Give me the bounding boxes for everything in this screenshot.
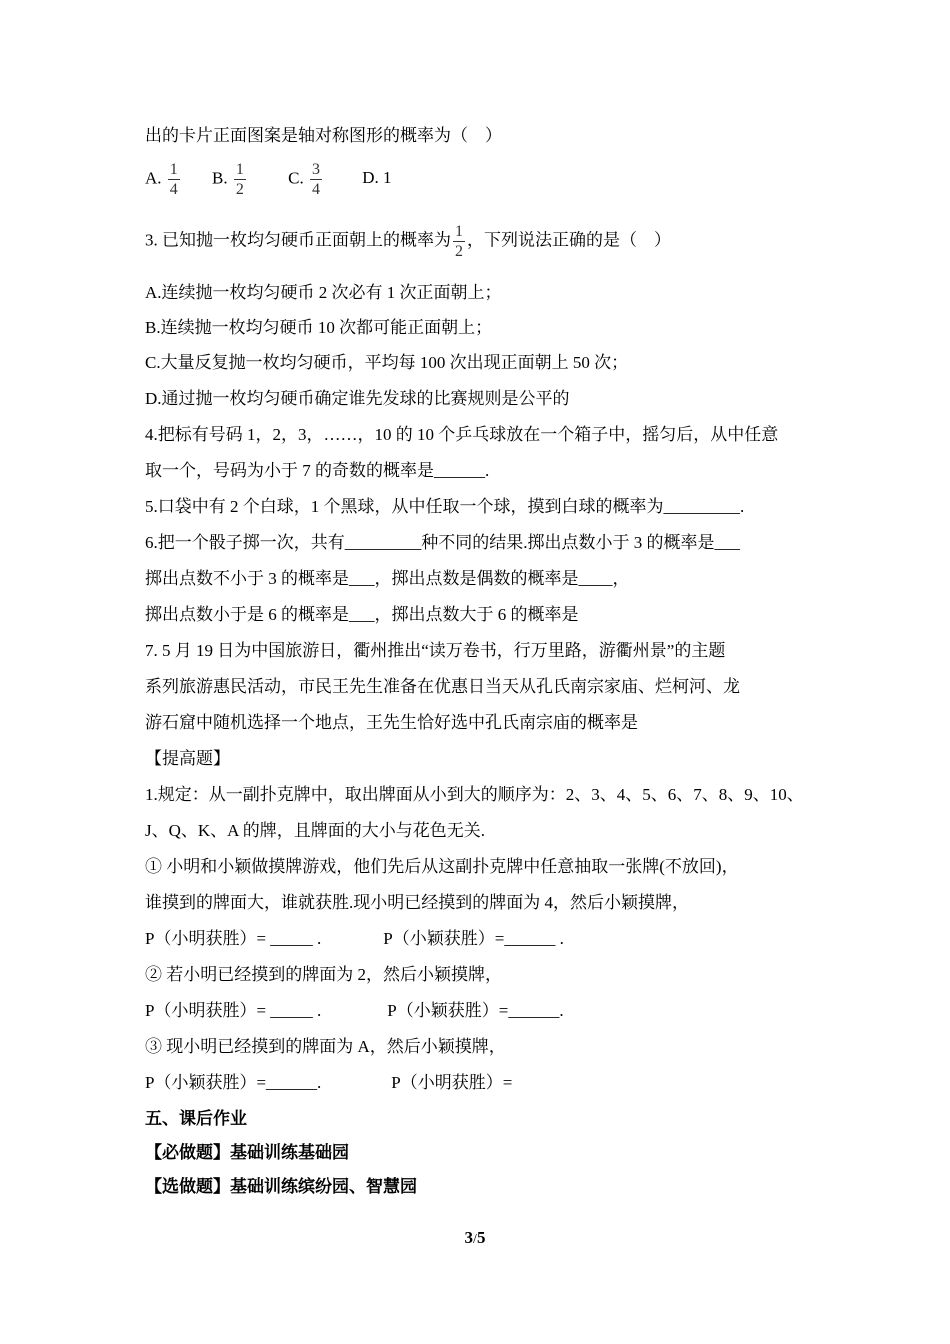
page-number: 3/5 (464, 1228, 486, 1247)
question-3-option-a: A.连续抛一枚均匀硬币 2 次必有 1 次正面朝上； (145, 283, 502, 302)
question-3-option-c: C.大量反复抛一枚均匀硬币，平均每 100 次出现正面朝上 50 次； (145, 353, 629, 372)
option-d: D. 1 (362, 168, 392, 188)
question-6-line-1: 6.把一个骰子掷一次，共有_________种不同的结果.掷出点数小于 3 的概率是___ (145, 533, 740, 552)
p-xiaoying-win-1: P（小颖获胜）=______ . (383, 929, 564, 948)
p-xiaoming-win-2: P（小明获胜）= _____ . (145, 1001, 322, 1020)
p-xiaoying-win-2: P（小颖获胜）=______. (387, 1001, 564, 1020)
option-b: B. $\frac{1}{2}$ (212, 161, 244, 198)
question-3-option-b: B.连续抛一枚均匀硬币 10 次都可能正面朝上； (145, 318, 493, 337)
probability-row-3 (145, 1072, 512, 1094)
question-7-line-2: 系列旅游惠民活动，市民王先生准备在优惠日当天从孔氏南宗家庙、烂柯河、龙 (145, 677, 740, 696)
advanced-1-part-3: ③ 现小明已经摸到的牌面为 A，然后小颖摸牌， (145, 1037, 506, 1056)
question-7-line-1: 7. 5 月 19 日为中国旅游日，衢州推出“读万卷书，行万里路，游衢州景”的主题 (145, 641, 726, 660)
question-2-tail: 出的卡片正面图案是轴对称图形的概率为（ ） (145, 126, 502, 145)
advanced-1-line-3: ① 小明和小颖做摸牌游戏，他们先后从这副扑克牌中任意抽取一张牌(不放回)， (145, 857, 739, 876)
question-2-options (145, 160, 392, 199)
optional-homework: 【选做题】基础训练缤纷园、智慧园 (145, 1177, 417, 1196)
section-heading-tigao: 【提高题】 (145, 749, 230, 768)
question-4-line-1: 4.把标有号码 1，2，3，……，10 的 10 个乒乓球放在一个箱子中，摇匀后，从中任意 (145, 425, 779, 444)
fraction: $\frac{1}{4}$ (169, 161, 178, 198)
question-3-option-d: D.通过抛一枚均匀硬币确定谁先发球的比赛规则是公平的 (145, 389, 570, 408)
question-7-line-3: 游石窟中随机选择一个地点，王先生恰好选中孔氏南宗庙的概率是 (145, 713, 638, 732)
question-5: 5.口袋中有 2 个白球，1 个黑球，从中任取一个球，摸到白球的概率为_________. (145, 497, 745, 516)
p-xiaoying-win-3: P（小颖获胜）=______. (145, 1073, 322, 1092)
fraction: $\frac{3}{4}$ (311, 161, 320, 198)
probability-row-1 (145, 928, 564, 950)
option-c: C. $\frac{3}{4}$ (288, 161, 320, 198)
advanced-1-part-2: ② 若小明已经摸到的牌面为 2，然后小颖摸牌， (145, 965, 502, 984)
fraction: $\frac{1}{2}$ (235, 161, 244, 198)
required-homework: 【必做题】基础训练基础园 (145, 1143, 349, 1162)
section-heading-homework: 五、课后作业 (145, 1109, 247, 1128)
option-a: A. $\frac{1}{4}$ (145, 161, 178, 198)
advanced-1-line-4: 谁摸到的牌面大，谁就获胜.现小明已经摸到的牌面为 4，然后小颖摸牌， (145, 893, 689, 912)
advanced-1-line-2: J、Q、K、A 的牌，且牌面的大小与花色无关. (145, 821, 486, 840)
probability-row-2 (145, 1000, 564, 1022)
p-xiaoming-win-3: P（小明获胜）= (391, 1073, 513, 1092)
fraction: $\frac{1}{2}$ (455, 223, 463, 260)
advanced-1-line-1: 1.规定：从一副扑克牌中，取出牌面从小到大的顺序为：2、3、4、5、6、7、8、9、10、 (145, 785, 804, 804)
question-6-line-2: 掷出点数不小于 3 的概率是___，掷出点数是偶数的概率是____， (145, 569, 630, 588)
question-6-line-3: 掷出点数小于是 6 的概率是___，掷出点数大于 6 的概率是 (145, 605, 579, 624)
question-4-line-2: 取一个，号码为小于 7 的奇数的概率是______. (145, 461, 490, 480)
question-3: 3. 已知抛一枚均匀硬币正面朝上的概率为 $\frac{1}{2}$ ，下列说法正确的是（ ） (145, 223, 671, 260)
p-xiaoming-win-1: P（小明获胜）= _____ . (145, 929, 322, 948)
